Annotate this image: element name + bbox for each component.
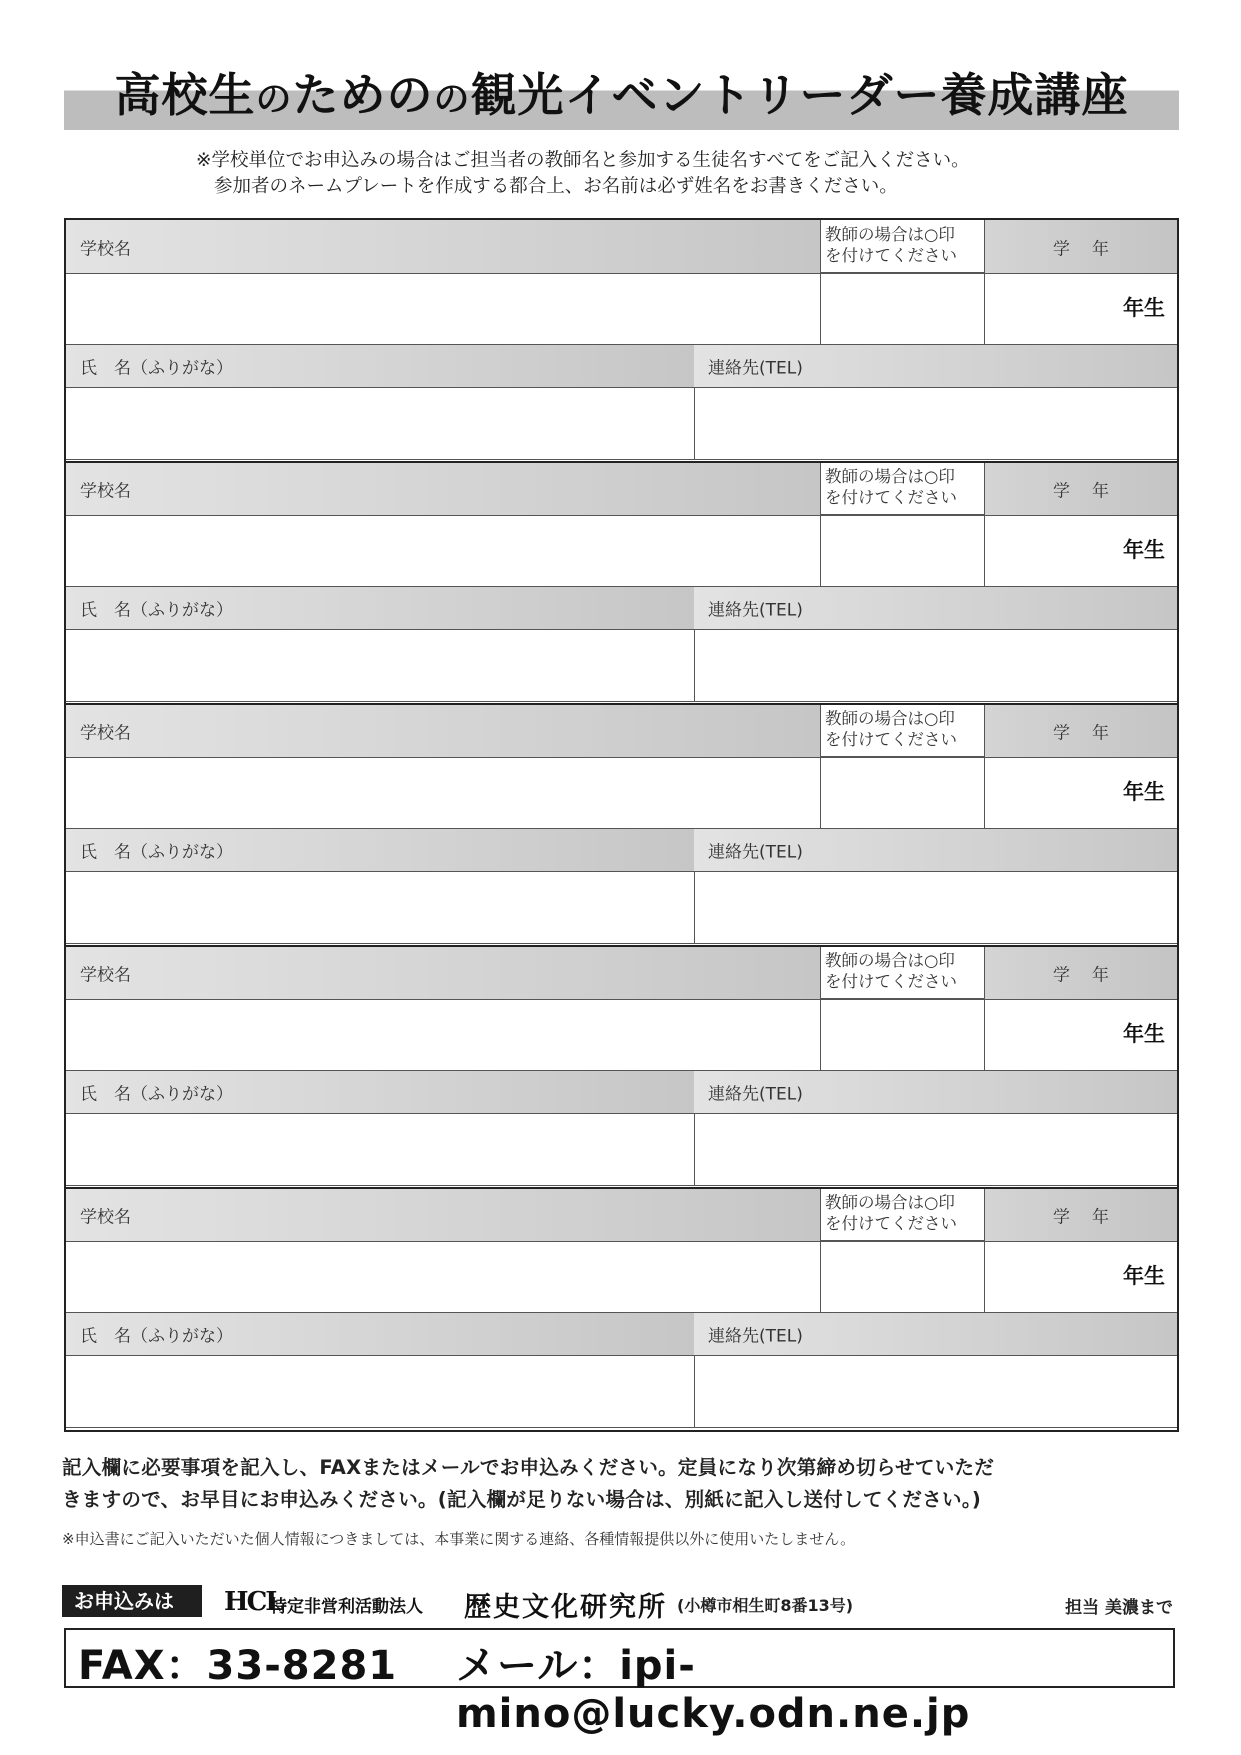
grade-field[interactable] xyxy=(984,273,1177,345)
teacher-mark-field[interactable] xyxy=(820,999,984,1071)
teacher-mark-label: 教師の場合は○印 を付けてください xyxy=(820,704,984,757)
name-field[interactable] xyxy=(66,629,694,702)
instructions-line-1: 記入欄に必要事項を記入し、FAXまたはメールでお申込みください。定員になり次第締め切らせていただ xyxy=(62,1456,995,1479)
org-logo-icon: HCL xyxy=(224,1587,282,1617)
name-label: 氏 名（ふりがな） xyxy=(66,345,694,387)
tel-label: 連絡先(TEL) xyxy=(694,345,1177,387)
school-name-field[interactable] xyxy=(66,515,820,587)
tel-field[interactable] xyxy=(694,871,1177,944)
name-field[interactable] xyxy=(66,1113,694,1186)
teacher-mark-field[interactable] xyxy=(820,515,984,587)
entry-divider xyxy=(66,461,1177,463)
tel-label: 連絡先(TEL) xyxy=(694,1071,1177,1113)
school-name-label: 学校名 xyxy=(66,1188,820,1241)
grade-label: 学年 xyxy=(984,220,1177,273)
instructions xyxy=(62,1452,1182,1516)
school-name-field[interactable] xyxy=(66,999,820,1071)
grade-field[interactable] xyxy=(984,515,1177,587)
grade-unit: 年生 xyxy=(1123,1022,1165,1046)
tel-field[interactable] xyxy=(694,629,1177,702)
name-field[interactable] xyxy=(66,387,694,460)
tel-label: 連絡先(TEL) xyxy=(694,587,1177,629)
teacher-mark-label: 教師の場合は○印 を付けてください xyxy=(820,462,984,515)
school-name-label: 学校名 xyxy=(66,946,820,999)
tel-field[interactable] xyxy=(694,387,1177,460)
grade-field[interactable] xyxy=(984,999,1177,1071)
teacher-mark-field[interactable] xyxy=(820,757,984,829)
name-label: 氏 名（ふりがな） xyxy=(66,829,694,871)
grade-unit: 年生 xyxy=(1123,296,1165,320)
teacher-mark-label: 教師の場合は○印 を付けてください xyxy=(820,220,984,273)
school-name-field[interactable] xyxy=(66,757,820,829)
org-address: (小樽市相生町8番13号) xyxy=(677,1596,854,1615)
school-name-label: 学校名 xyxy=(66,220,820,273)
form-notes xyxy=(196,148,970,200)
tel-label: 連絡先(TEL) xyxy=(694,829,1177,871)
tel-label: 連絡先(TEL) xyxy=(694,1313,1177,1355)
page-title: 高校生のためのの観光イベントリーダー養成講座 xyxy=(114,68,1129,122)
org-name: 歴史文化研究所 xyxy=(464,1592,667,1623)
application-form xyxy=(64,218,1179,1432)
applicant-entry xyxy=(66,704,1177,946)
teacher-mark-label: 教師の場合は○印 を付けてください xyxy=(820,946,984,999)
contact-header xyxy=(62,1585,1177,1623)
tel-field[interactable] xyxy=(694,1355,1177,1428)
name-label: 氏 名（ふりがな） xyxy=(66,1071,694,1113)
grade-label: 学年 xyxy=(984,946,1177,999)
applicant-entry xyxy=(66,1188,1177,1430)
note-line-2: 参加者のネームプレートを作成する都合上、お名前は必ず姓名をお書きください。 xyxy=(214,176,898,197)
privacy-note: ※申込書にご記入いただいた個人情報につきましては、本事業に関する連絡、各種情報提供以外に使用いたしません。 xyxy=(62,1530,856,1548)
applicant-entry xyxy=(66,462,1177,704)
grade-label: 学年 xyxy=(984,462,1177,515)
grade-field[interactable] xyxy=(984,757,1177,829)
note-line-1: ※学校単位でお申込みの場合はご担当者の教師名と参加する生徒名すべてをご記入ください。 xyxy=(196,150,970,171)
name-field[interactable] xyxy=(66,871,694,944)
grade-field[interactable] xyxy=(984,1241,1177,1313)
school-name-label: 学校名 xyxy=(66,462,820,515)
name-label: 氏 名（ふりがな） xyxy=(66,587,694,629)
grade-unit: 年生 xyxy=(1123,780,1165,804)
applicant-entry xyxy=(66,220,1177,462)
grade-label: 学年 xyxy=(984,1188,1177,1241)
tel-field[interactable] xyxy=(694,1113,1177,1186)
apply-label: お申込みは xyxy=(62,1585,202,1617)
teacher-mark-field[interactable] xyxy=(820,1241,984,1313)
instructions-line-2: きますので、お早目にお申込みください。(記入欄が足りない場合は、別紙に記入し送付してください。) xyxy=(62,1488,982,1511)
applicant-entry xyxy=(66,946,1177,1188)
school-name-field[interactable] xyxy=(66,1241,820,1313)
entry-divider xyxy=(66,945,1177,947)
contact-box xyxy=(64,1628,1175,1737)
name-field[interactable] xyxy=(66,1355,694,1428)
entry-divider xyxy=(66,703,1177,705)
school-name-label: 学校名 xyxy=(66,704,820,757)
contact-person: 担当 美濃まで xyxy=(1065,1598,1173,1618)
grade-unit: 年生 xyxy=(1123,538,1165,562)
grade-unit: 年生 xyxy=(1123,1264,1165,1288)
teacher-mark-field[interactable] xyxy=(820,273,984,345)
fax-number: FAX：33-8281 xyxy=(78,1643,398,1689)
teacher-mark-label: 教師の場合は○印 を付けてください xyxy=(820,1188,984,1241)
entry-divider xyxy=(66,1187,1177,1189)
school-name-field[interactable] xyxy=(66,273,820,345)
org-type: 特定非営利活動法人 xyxy=(270,1597,423,1617)
name-label: 氏 名（ふりがな） xyxy=(66,1313,694,1355)
grade-label: 学年 xyxy=(984,704,1177,757)
email-address[interactable]: メール：ipi-mino@lucky.odn.ne.jp xyxy=(456,1643,971,1737)
